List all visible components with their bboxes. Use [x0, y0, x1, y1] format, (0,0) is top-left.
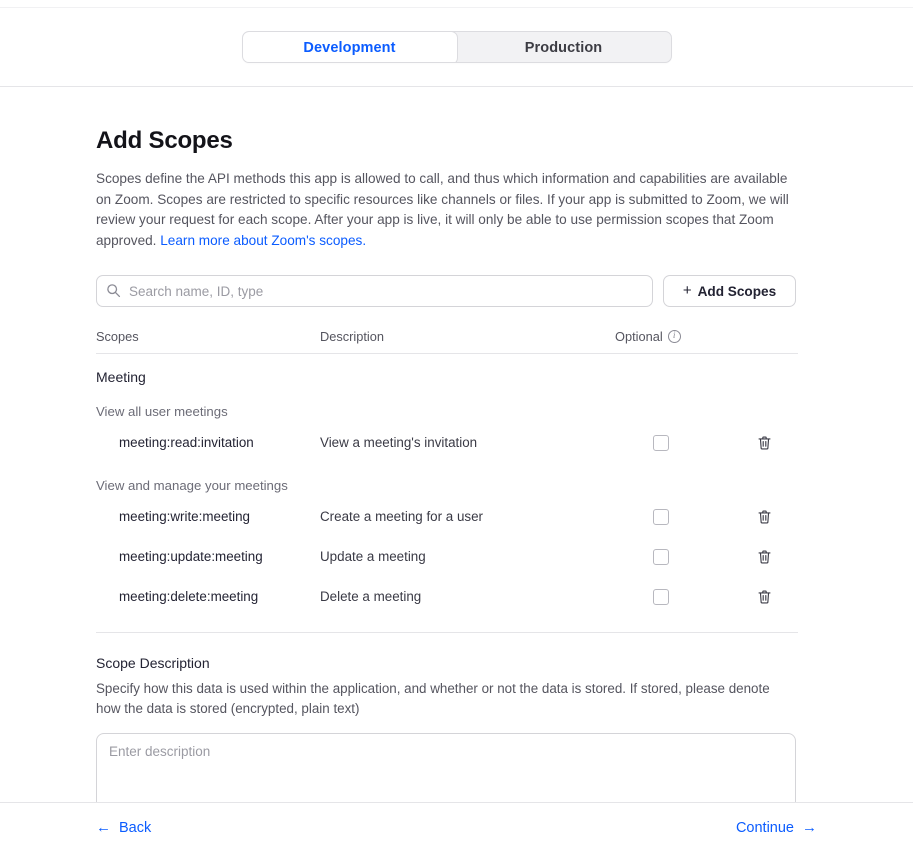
trash-icon[interactable]	[757, 589, 772, 605]
search-row	[96, 275, 817, 307]
scope-action-cell	[730, 509, 798, 525]
scope-optional-cell	[615, 549, 730, 565]
table-row	[96, 500, 798, 533]
scope-action-cell	[730, 589, 798, 605]
trash-icon[interactable]	[757, 509, 772, 525]
footer-bar	[0, 802, 913, 852]
search-input[interactable]	[96, 275, 653, 307]
scope-description-textarea[interactable]	[96, 733, 796, 813]
back-button-label: Back	[119, 819, 152, 836]
info-icon[interactable]: i	[668, 330, 681, 343]
continue-button-label: Continue	[735, 819, 794, 836]
learn-more-link[interactable]: Learn more about Zoom's scopes.	[160, 232, 367, 248]
optional-checkbox[interactable]	[653, 509, 669, 525]
scope-action-cell	[730, 435, 798, 451]
scope-action-cell	[730, 549, 798, 565]
table-row	[96, 540, 798, 573]
tab-production-label: Production	[524, 40, 603, 56]
scope-description: View a meeting's invitation	[320, 435, 478, 450]
optional-checkbox[interactable]	[653, 435, 669, 451]
main-content	[0, 127, 913, 818]
page-description	[96, 169, 798, 251]
page-title: Add Scopes	[96, 127, 233, 154]
arrow-left-icon: ←	[96, 819, 111, 836]
search-box	[96, 275, 653, 307]
environment-tabs	[242, 31, 672, 63]
optional-checkbox[interactable]	[653, 549, 669, 565]
optional-checkbox[interactable]	[653, 589, 669, 605]
column-header-optional-label: Optional	[615, 329, 663, 344]
search-icon	[106, 283, 121, 298]
column-header-optional	[615, 329, 730, 344]
scope-description-title: Scope Description	[96, 655, 210, 671]
scopes-table-header	[96, 329, 798, 354]
scope-description: Update a meeting	[320, 549, 426, 564]
tab-development-label: Development	[303, 40, 396, 56]
scope-group-title: Meeting	[96, 369, 146, 385]
tab-development[interactable]	[243, 32, 457, 63]
tab-production[interactable]	[457, 32, 671, 63]
scope-name: meeting:write:meeting	[119, 509, 250, 524]
column-header-scopes: Scopes	[96, 329, 139, 344]
scope-name: meeting:delete:meeting	[119, 589, 259, 604]
scope-optional-cell	[615, 509, 730, 525]
trash-icon[interactable]	[757, 435, 772, 451]
scope-optional-cell	[615, 435, 730, 451]
scopes-table	[96, 329, 798, 633]
add-scopes-button[interactable]	[663, 275, 796, 307]
arrow-right-icon: →	[802, 819, 817, 836]
column-header-description: Description	[320, 329, 385, 344]
table-row	[96, 580, 798, 613]
trash-icon[interactable]	[757, 549, 772, 565]
environment-tab-bar	[0, 8, 913, 87]
scope-description: Create a meeting for a user	[320, 509, 484, 524]
scope-description: Delete a meeting	[320, 589, 422, 604]
window-top-strip	[0, 0, 913, 8]
footer-inner	[0, 820, 913, 836]
scope-description-help: Specify how this data is used within the application, and whether or not the data is stored. If stored, please denote how the data is stored (encrypted, plain text)	[96, 681, 770, 716]
scope-optional-cell	[615, 589, 730, 605]
scope-subgroup-label-1: View all user meetings	[96, 404, 228, 419]
page-description-text: Scopes define the API methods this app is allowed to call, and thus which information and capabilities are available on Zoom. Scopes are restricted to specific resources like channels or files. If your app is submitted to Zoom, we will review your request for each scope. After your app is live, it will only be able to use permission scopes that Zoom approved.	[96, 171, 789, 248]
scope-subgroup-label-2: View and manage your meetings	[96, 478, 288, 493]
scope-name: meeting:update:meeting	[119, 549, 263, 564]
scope-name: meeting:read:invitation	[119, 435, 254, 450]
add-scopes-button-label: Add Scopes	[697, 283, 777, 299]
table-row	[96, 426, 798, 459]
back-button[interactable]	[96, 820, 151, 836]
continue-button[interactable]	[736, 820, 817, 836]
plus-icon: +	[682, 282, 692, 299]
table-divider	[96, 632, 798, 633]
